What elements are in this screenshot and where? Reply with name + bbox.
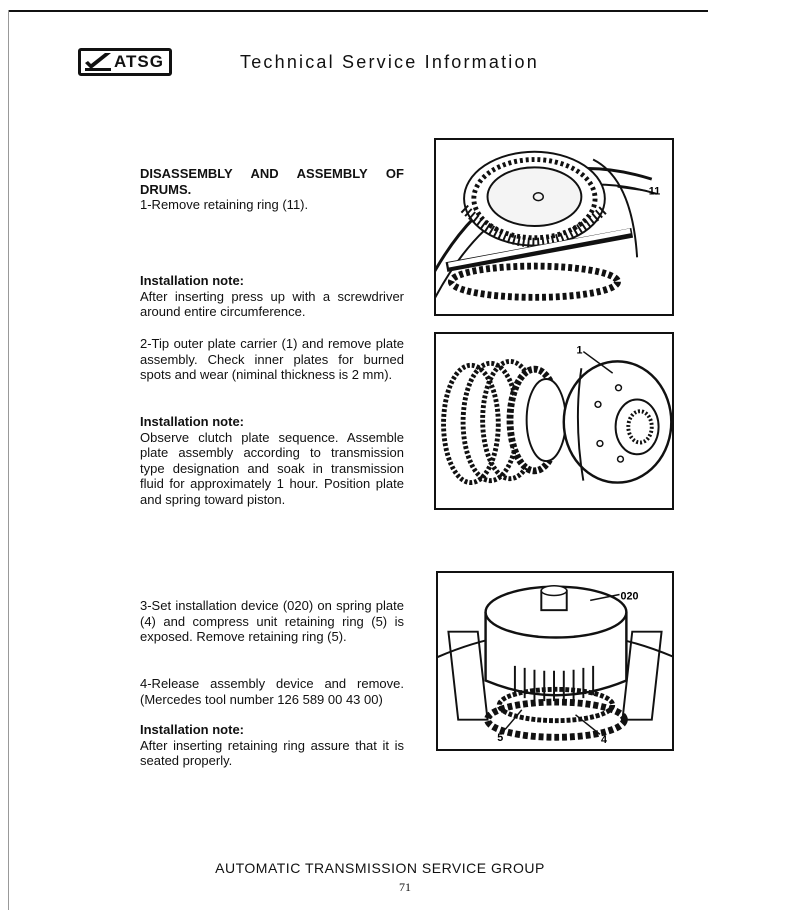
step-text: 3-Set installation device (020) on spring plate (4) and compress unit retaining ring (5) is exposed. Remove retaining ring (5). xyxy=(140,598,404,644)
checkmark-logo-icon xyxy=(85,53,111,71)
drum-gear-illustration xyxy=(436,140,672,314)
step-text: 2-Tip outer plate carrier (1) and remove plate assembly. Check inner plates for burned spots and wear (niminal thickness is 2 mm). xyxy=(140,336,404,382)
installation-device-illustration xyxy=(438,573,672,749)
callout-11: 11 xyxy=(648,185,661,198)
clutch-plates-illustration xyxy=(436,334,672,508)
note-heading: Installation note: xyxy=(140,273,244,288)
note-heading: Installation note: xyxy=(140,722,244,737)
footer-title: AUTOMATIC TRANSMISSION SERVICE GROUP xyxy=(215,860,545,876)
step-text: 1-Remove retaining ring (11). xyxy=(140,197,309,212)
section-4-note xyxy=(140,722,404,769)
figure-installation-device xyxy=(436,571,674,751)
page-header-title: Technical Service Information xyxy=(240,52,539,72)
atsg-logo xyxy=(78,48,172,76)
callout-020: 020 xyxy=(620,590,639,603)
note-heading: Installation note: xyxy=(140,414,244,429)
page-number: 71 xyxy=(399,880,411,894)
note-text: After inserting press up with a screwdriver around entire circumference. xyxy=(140,288,404,319)
note-text: After inserting retaining ring assure that it is seated properly. xyxy=(140,737,404,768)
section-1-note xyxy=(140,273,404,320)
callout-4: 4 xyxy=(600,734,607,747)
section-3 xyxy=(140,598,404,645)
section-heading: DISASSEMBLY AND ASSEMBLY OF DRUMS. xyxy=(140,166,404,197)
callout-5: 5 xyxy=(497,732,504,745)
note-text: Observe clutch plate sequence. Assemble plate assembly according to transmission type designation and soak in transmission fluid for approximately 1 hour. Position plate and spring toward piston. xyxy=(140,429,404,507)
callout-1: 1 xyxy=(576,344,583,357)
top-rule xyxy=(8,10,708,12)
section-1 xyxy=(140,166,404,213)
step-text: 4-Release assembly device and remove. (Mercedes tool number 126 589 00 43 00) xyxy=(140,676,404,707)
section-2-note xyxy=(140,414,404,507)
section-4 xyxy=(140,676,404,707)
figure-plate-assembly xyxy=(434,332,674,510)
left-margin-rule xyxy=(8,10,9,910)
figure-retaining-ring xyxy=(434,138,674,316)
logo-text: ATSG xyxy=(114,52,164,71)
section-2 xyxy=(140,336,404,383)
